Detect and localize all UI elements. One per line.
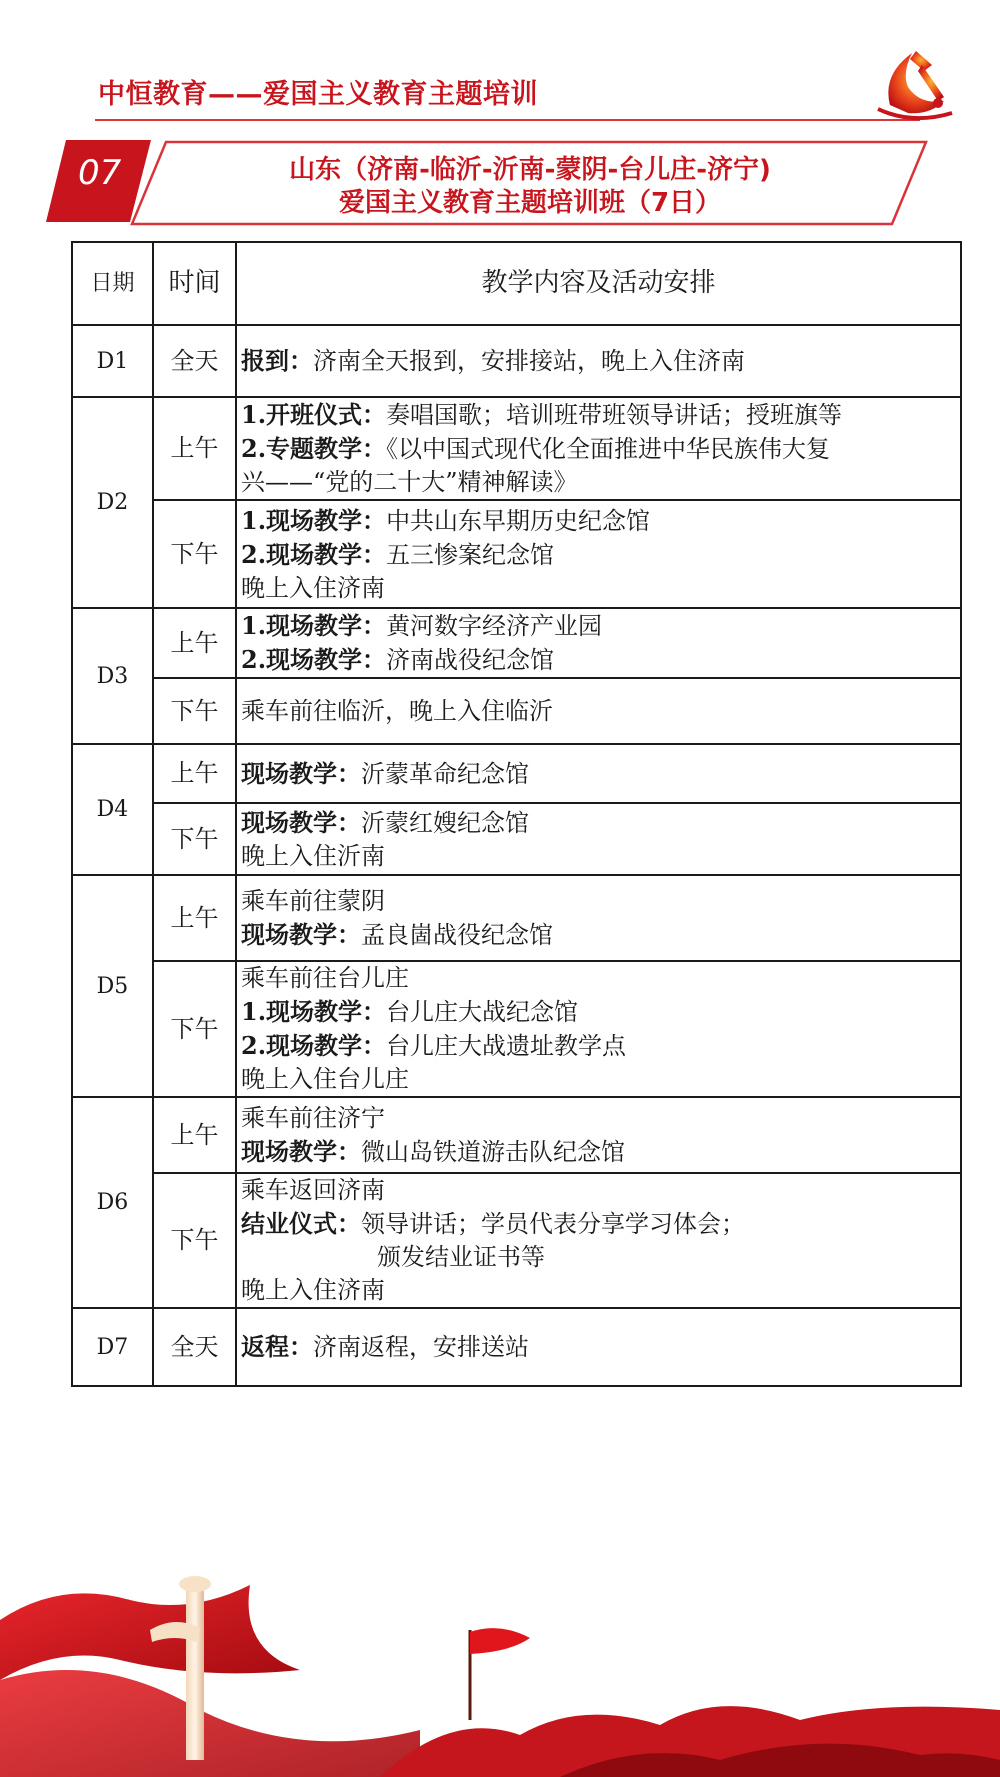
banner-title-line-1: 山东（济南-临沂-沂南-蒙阴-台儿庄-济宁) bbox=[289, 155, 771, 185]
content-cell bbox=[236, 744, 961, 803]
item-label: 返程： bbox=[241, 1332, 313, 1361]
section-number: 07 bbox=[78, 153, 122, 193]
item-text: 孟良崮战役纪念馆 bbox=[361, 920, 553, 949]
item-label: 2.现场教学： bbox=[241, 645, 387, 674]
item-text: 领导讲话；学员代表分享学习体会； bbox=[361, 1210, 745, 1238]
content-cell bbox=[236, 1308, 961, 1386]
item-text: 晚上入住沂南 bbox=[241, 841, 385, 870]
time-cell: 上午 bbox=[153, 397, 236, 500]
item-text: 晚上入住台儿庄 bbox=[241, 1065, 409, 1093]
content-cell bbox=[236, 803, 961, 875]
time-cell: 上午 bbox=[153, 875, 236, 961]
time-cell: 下午 bbox=[153, 1173, 236, 1308]
content-cell bbox=[236, 961, 961, 1097]
item-label: 1.现场教学： bbox=[241, 505, 387, 535]
item-label: 现场教学： bbox=[241, 1136, 361, 1166]
table-row bbox=[72, 961, 961, 1097]
item-text: 中共山东早期历史纪念馆 bbox=[386, 506, 651, 535]
schedule-table bbox=[71, 241, 962, 1387]
day-cell: D2 bbox=[72, 397, 153, 608]
content-cell bbox=[236, 608, 961, 678]
item-text: 沂蒙红嫂纪念馆 bbox=[361, 808, 529, 837]
item-label: 1.现场教学： bbox=[241, 611, 387, 640]
item-label: 现场教学： bbox=[241, 758, 361, 788]
content-cell bbox=[236, 875, 961, 961]
item-label: 1.开班仪式： bbox=[241, 400, 387, 429]
header-time: 时间 bbox=[153, 242, 236, 325]
item-text: 颁发结业证书等 bbox=[377, 1243, 545, 1271]
item-text: 济南战役纪念馆 bbox=[386, 646, 555, 674]
table-row bbox=[72, 803, 961, 875]
item-text: 乘车返回济南 bbox=[241, 1176, 385, 1204]
item-text: 济南全天报到，安排接站，晚上入住济南 bbox=[313, 347, 745, 375]
red-flag-footer-decoration bbox=[0, 1560, 1000, 1777]
item-text: 乘车前往济宁 bbox=[241, 1103, 385, 1132]
day-cell: D7 bbox=[72, 1308, 153, 1386]
item-text: 黄河数字经济产业园 bbox=[386, 612, 603, 640]
time-cell: 下午 bbox=[153, 678, 236, 744]
item-label: 现场教学： bbox=[241, 807, 361, 837]
table-row bbox=[72, 397, 961, 500]
item-label: 1.现场教学： bbox=[241, 997, 387, 1026]
table-header-row bbox=[72, 242, 961, 325]
header-content: 教学内容及活动安排 bbox=[236, 242, 961, 325]
banner-title-line-2: 爱国主义教育主题培训班（7日） bbox=[338, 188, 722, 218]
item-text: 乘车前往临沂，晚上入住临沂 bbox=[241, 696, 553, 725]
item-text: 乘车前往台儿庄 bbox=[241, 964, 409, 992]
table-row bbox=[72, 678, 961, 744]
table-row bbox=[72, 744, 961, 803]
page-header-title: 中恒教育——爱国主义教育主题培训 bbox=[98, 79, 538, 110]
item-text: 微山岛铁道游击队纪念馆 bbox=[361, 1137, 625, 1166]
table-row bbox=[72, 1308, 961, 1386]
day-cell: D3 bbox=[72, 608, 153, 744]
item-text: 晚上入住济南 bbox=[241, 1276, 385, 1304]
content-cell bbox=[236, 1097, 961, 1173]
table-row bbox=[72, 608, 961, 678]
time-cell: 下午 bbox=[153, 803, 236, 875]
item-label: 结业仪式： bbox=[241, 1209, 361, 1238]
item-text: 兴——“党的二十大”精神解读》 bbox=[241, 468, 578, 496]
time-cell: 全天 bbox=[153, 325, 236, 397]
item-label: 2.现场教学： bbox=[241, 1031, 387, 1060]
item-label: 2.现场教学： bbox=[241, 539, 387, 569]
table-row bbox=[72, 325, 961, 397]
item-text: 沂蒙革命纪念馆 bbox=[361, 759, 529, 788]
time-cell: 下午 bbox=[153, 961, 236, 1097]
table-row bbox=[72, 500, 961, 608]
table-row bbox=[72, 1173, 961, 1308]
day-cell: D5 bbox=[72, 875, 153, 1097]
day-cell: D6 bbox=[72, 1097, 153, 1308]
header-day: 日期 bbox=[72, 242, 153, 325]
item-text: 五三惨案纪念馆 bbox=[386, 540, 555, 569]
item-label: 2.专题教学： bbox=[241, 434, 387, 463]
header-divider bbox=[95, 119, 920, 121]
content-cell bbox=[236, 678, 961, 744]
content-cell bbox=[236, 325, 961, 397]
item-label: 报到： bbox=[241, 346, 313, 375]
table-row bbox=[72, 1097, 961, 1173]
content-cell bbox=[236, 397, 961, 500]
content-cell bbox=[236, 500, 961, 608]
party-emblem-icon bbox=[872, 35, 962, 123]
time-cell: 上午 bbox=[153, 1097, 236, 1173]
item-text: 晚上入住济南 bbox=[241, 573, 385, 602]
item-text: 台儿庄大战纪念馆 bbox=[386, 998, 579, 1026]
time-cell: 上午 bbox=[153, 608, 236, 678]
time-cell: 下午 bbox=[153, 500, 236, 608]
item-text: 奏唱国歌；培训班带班领导讲话；授班旗等 bbox=[386, 401, 843, 429]
table-row bbox=[72, 875, 961, 961]
day-cell: D1 bbox=[72, 325, 153, 397]
time-cell: 上午 bbox=[153, 744, 236, 803]
item-text: 台儿庄大战遗址教学点 bbox=[386, 1032, 627, 1060]
item-text: 《以中国式现代化全面推进中华民族伟大复 bbox=[386, 435, 831, 463]
item-label: 现场教学： bbox=[241, 919, 361, 949]
item-text: 济南返程，安排送站 bbox=[313, 1333, 529, 1361]
time-cell: 全天 bbox=[153, 1308, 236, 1386]
day-cell: D4 bbox=[72, 744, 153, 875]
content-cell bbox=[236, 1173, 961, 1308]
item-text: 乘车前往蒙阴 bbox=[241, 886, 385, 915]
